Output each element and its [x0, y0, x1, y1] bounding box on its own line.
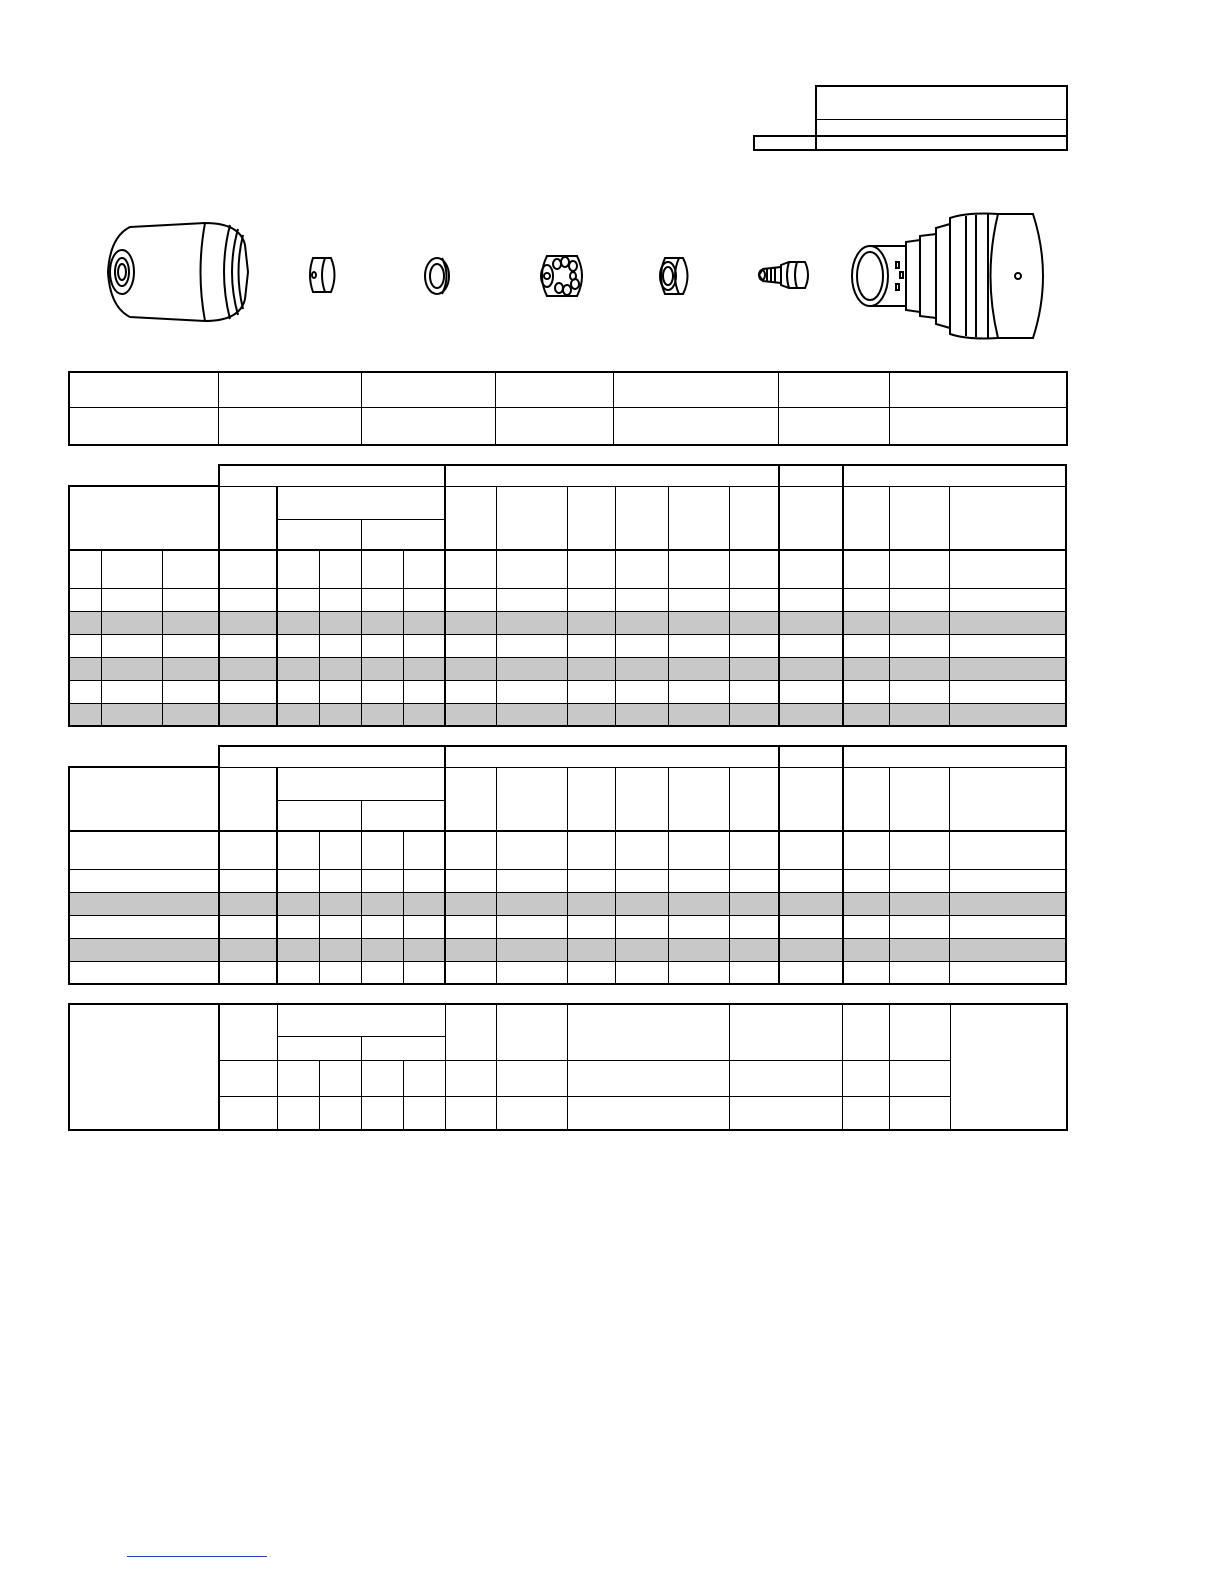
column-header: [668, 767, 729, 831]
column-header: [729, 1004, 842, 1060]
group-header: [219, 746, 445, 767]
column-header: [219, 486, 277, 550]
column-header: [668, 486, 729, 550]
swirl-ring-icon: [535, 252, 590, 300]
column-header: [219, 767, 277, 831]
column-header: [445, 486, 496, 550]
column-header: [842, 1004, 889, 1060]
column-header: [219, 1004, 277, 1060]
part-number-cell: [218, 407, 361, 445]
part-number-cell: [218, 372, 361, 407]
table-row: [69, 657, 1066, 680]
title-block-row-2: [816, 119, 1067, 136]
table-row: [69, 1096, 1067, 1130]
column-header: [496, 1004, 567, 1060]
torch-body-icon: [848, 212, 1058, 340]
part-number-cell: [361, 372, 495, 407]
column-header: [361, 800, 445, 831]
settings-table: [68, 1003, 1068, 1131]
part-number-table: [68, 371, 1068, 446]
column-header: [361, 1036, 445, 1060]
electrode-icon: [755, 257, 813, 293]
group-header: [843, 746, 1066, 767]
column-header: [843, 767, 889, 831]
column-header: [277, 800, 361, 831]
column-header: [729, 767, 779, 831]
part-number-cell: [495, 407, 613, 445]
column-header: [615, 486, 668, 550]
column-header: [496, 767, 567, 831]
column-header: [949, 767, 1066, 831]
retaining-ring-icon: [420, 255, 455, 297]
table-row: [69, 961, 1066, 984]
column-header: [277, 1036, 361, 1060]
title-block-row-1: [816, 86, 1067, 119]
column-header: [567, 1004, 729, 1060]
column-header: [445, 1004, 496, 1060]
table-row: [69, 938, 1066, 961]
group-header: [445, 465, 779, 486]
column-header: [445, 767, 496, 831]
units-row: [69, 831, 1066, 869]
column-header: [361, 519, 445, 550]
column-header: [277, 486, 445, 519]
column-header: [889, 486, 949, 550]
part-number-cell: [889, 372, 1067, 407]
part-number-cell: [69, 407, 218, 445]
table-row: [69, 703, 1066, 726]
column-header: [843, 486, 889, 550]
shield-part-icon: [100, 215, 260, 330]
column-header: [496, 486, 567, 550]
part-number-cell: [778, 372, 889, 407]
table-row: [69, 869, 1066, 892]
column-header: [729, 486, 779, 550]
column-header: [69, 486, 219, 550]
column-header: [779, 486, 843, 550]
part-number-cell: [69, 372, 218, 407]
group-header: [219, 465, 445, 486]
group-header: [779, 465, 843, 486]
row-header: [69, 1004, 219, 1130]
units-row: [69, 550, 1066, 588]
table-row: [69, 1060, 1067, 1096]
part-number-cell: [613, 407, 778, 445]
column-header: [277, 519, 361, 550]
column-header: [889, 767, 949, 831]
table-row: [69, 915, 1066, 938]
column-header: [567, 486, 615, 550]
column-header: [567, 767, 615, 831]
part-number-cell: [613, 372, 778, 407]
cut-chart-table-2: [68, 745, 1067, 985]
group-header: [843, 465, 1066, 486]
part-number-cell: [889, 407, 1067, 445]
nozzle-icon: [655, 255, 695, 297]
footer-link[interactable]: [127, 1556, 267, 1557]
table-row: [69, 588, 1066, 611]
column-header: [615, 767, 668, 831]
part-number-cell: [778, 407, 889, 445]
group-header: [779, 746, 843, 767]
shield-cap-icon: [305, 255, 340, 295]
table-row: [69, 611, 1066, 634]
table-row: [69, 634, 1066, 657]
part-number-cell: [495, 372, 613, 407]
title-block-row-3: [816, 136, 1067, 150]
part-number-cell: [361, 407, 495, 445]
table-row: [69, 680, 1066, 703]
column-header: [277, 767, 445, 800]
group-header: [445, 746, 779, 767]
column-header: [949, 486, 1066, 550]
cut-chart-table-1: [68, 464, 1067, 727]
table-row: [69, 892, 1066, 915]
column-header: [69, 767, 219, 831]
notes-cell: [950, 1004, 1067, 1130]
column-header: [277, 1004, 445, 1036]
title-block: [753, 85, 1068, 151]
column-header: [779, 767, 843, 831]
column-header: [889, 1004, 950, 1060]
